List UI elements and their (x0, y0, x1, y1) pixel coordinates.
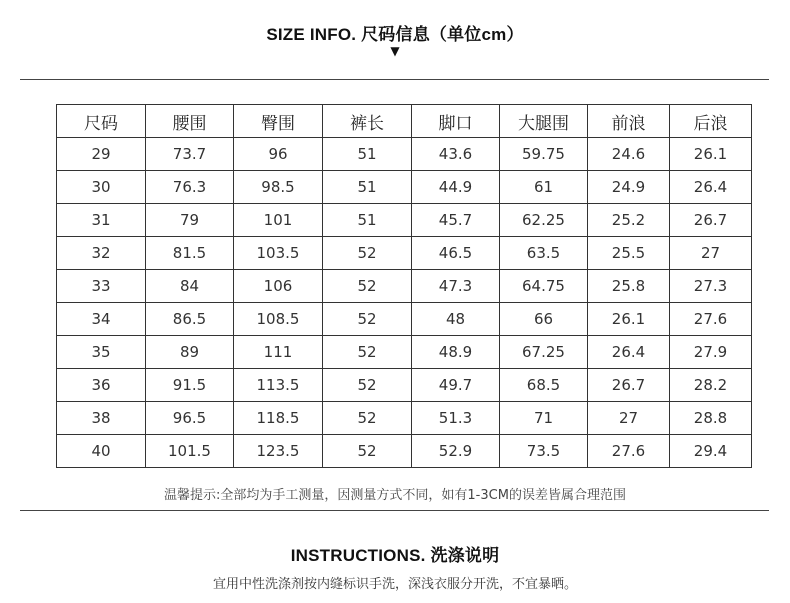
table-cell: 86.5 (146, 303, 234, 336)
table-cell: 30 (57, 171, 146, 204)
header-front-rise: 前浪 (588, 105, 670, 138)
header-hip: 臀围 (234, 105, 323, 138)
table-cell: 27.3 (670, 270, 752, 303)
table-cell: 52 (323, 435, 412, 468)
table-cell: 52 (323, 402, 412, 435)
table-row (57, 204, 752, 237)
table-row (57, 138, 752, 171)
table-cell: 52 (323, 336, 412, 369)
table-cell: 101.5 (146, 435, 234, 468)
table-cell: 28.8 (670, 402, 752, 435)
divider (20, 510, 769, 511)
table-cell: 27 (588, 402, 670, 435)
table-cell: 27.9 (670, 336, 752, 369)
table-cell: 123.5 (234, 435, 323, 468)
down-arrow-icon: ▼ (390, 44, 400, 58)
header-thigh: 大腿围 (500, 105, 588, 138)
size-info-title: SIZE INFO. 尺码信息（单位cm） (266, 25, 524, 44)
table-cell: 101 (234, 204, 323, 237)
header-back-rise: 后浪 (670, 105, 752, 138)
table-cell: 52 (323, 270, 412, 303)
table-cell: 40 (57, 435, 146, 468)
table-cell: 24.6 (588, 138, 670, 171)
table-cell: 52 (323, 237, 412, 270)
table-cell: 73.5 (500, 435, 588, 468)
table-cell: 68.5 (500, 369, 588, 402)
table-cell: 108.5 (234, 303, 323, 336)
table-cell: 96.5 (146, 402, 234, 435)
table-body (57, 138, 752, 468)
table-cell: 43.6 (412, 138, 500, 171)
table-cell: 51.3 (412, 402, 500, 435)
table-cell: 52 (323, 369, 412, 402)
header-waist: 腰围 (146, 105, 234, 138)
table-cell: 36 (57, 369, 146, 402)
table-cell: 59.75 (500, 138, 588, 171)
table-cell: 32 (57, 237, 146, 270)
table-cell: 118.5 (234, 402, 323, 435)
table-cell: 47.3 (412, 270, 500, 303)
table-cell: 52 (323, 303, 412, 336)
table-cell: 103.5 (234, 237, 323, 270)
table-row (57, 402, 752, 435)
table-cell: 26.1 (588, 303, 670, 336)
table-cell: 91.5 (146, 369, 234, 402)
table-row (57, 336, 752, 369)
table-cell: 35 (57, 336, 146, 369)
table-cell: 64.75 (500, 270, 588, 303)
table-cell: 26.4 (588, 336, 670, 369)
table-cell: 52.9 (412, 435, 500, 468)
table-row (57, 435, 752, 468)
header-length: 裤长 (323, 105, 412, 138)
table-cell: 29.4 (670, 435, 752, 468)
table-cell: 73.7 (146, 138, 234, 171)
table-row (57, 237, 752, 270)
header-row (57, 105, 752, 138)
table-cell: 48.9 (412, 336, 500, 369)
table-cell: 79 (146, 204, 234, 237)
table-cell: 25.8 (588, 270, 670, 303)
table-cell: 63.5 (500, 237, 588, 270)
table-cell: 113.5 (234, 369, 323, 402)
table-cell: 96 (234, 138, 323, 171)
table-cell: 38 (57, 402, 146, 435)
table-cell: 98.5 (234, 171, 323, 204)
table-cell: 26.4 (670, 171, 752, 204)
table-row (57, 270, 752, 303)
table-cell: 61 (500, 171, 588, 204)
table-cell: 44.9 (412, 171, 500, 204)
table-cell: 45.7 (412, 204, 500, 237)
size-table (56, 104, 752, 468)
table-cell: 76.3 (146, 171, 234, 204)
table-cell: 51 (323, 138, 412, 171)
table-header (57, 105, 752, 138)
divider (20, 79, 769, 80)
table-cell: 49.7 (412, 369, 500, 402)
table-cell: 67.25 (500, 336, 588, 369)
table-cell: 26.1 (670, 138, 752, 171)
instructions-text: 宜用中性洗涤剂按内缝标识手洗，深浅衣服分开洗，不宜暴晒。 (212, 577, 577, 592)
instructions-title: INSTRUCTIONS. 洗涤说明 (290, 546, 500, 565)
table-cell: 62.25 (500, 204, 588, 237)
table-cell: 106 (234, 270, 323, 303)
table-row (57, 303, 752, 336)
table-cell: 48 (412, 303, 500, 336)
table-cell: 71 (500, 402, 588, 435)
table-cell: 27 (670, 237, 752, 270)
table-cell: 84 (146, 270, 234, 303)
table-cell: 51 (323, 171, 412, 204)
table-cell: 26.7 (588, 369, 670, 402)
table-row (57, 171, 752, 204)
table-cell: 46.5 (412, 237, 500, 270)
table-cell: 66 (500, 303, 588, 336)
table-cell: 25.5 (588, 237, 670, 270)
measurement-note: 温馨提示:全部均为手工测量，因测量方式不同，如有1-3CM的误差皆属合理范围 (164, 488, 626, 503)
table-cell: 27.6 (670, 303, 752, 336)
table-cell: 28.2 (670, 369, 752, 402)
table-cell: 24.9 (588, 171, 670, 204)
table-cell: 31 (57, 204, 146, 237)
table-cell: 51 (323, 204, 412, 237)
table-row (57, 369, 752, 402)
table-cell: 25.2 (588, 204, 670, 237)
table-cell: 33 (57, 270, 146, 303)
table-cell: 89 (146, 336, 234, 369)
table-cell: 34 (57, 303, 146, 336)
table-cell: 81.5 (146, 237, 234, 270)
header-size: 尺码 (57, 105, 146, 138)
table-cell: 111 (234, 336, 323, 369)
table-cell: 26.7 (670, 204, 752, 237)
header-leg-opening: 脚口 (412, 105, 500, 138)
table-cell: 29 (57, 138, 146, 171)
table-cell: 27.6 (588, 435, 670, 468)
